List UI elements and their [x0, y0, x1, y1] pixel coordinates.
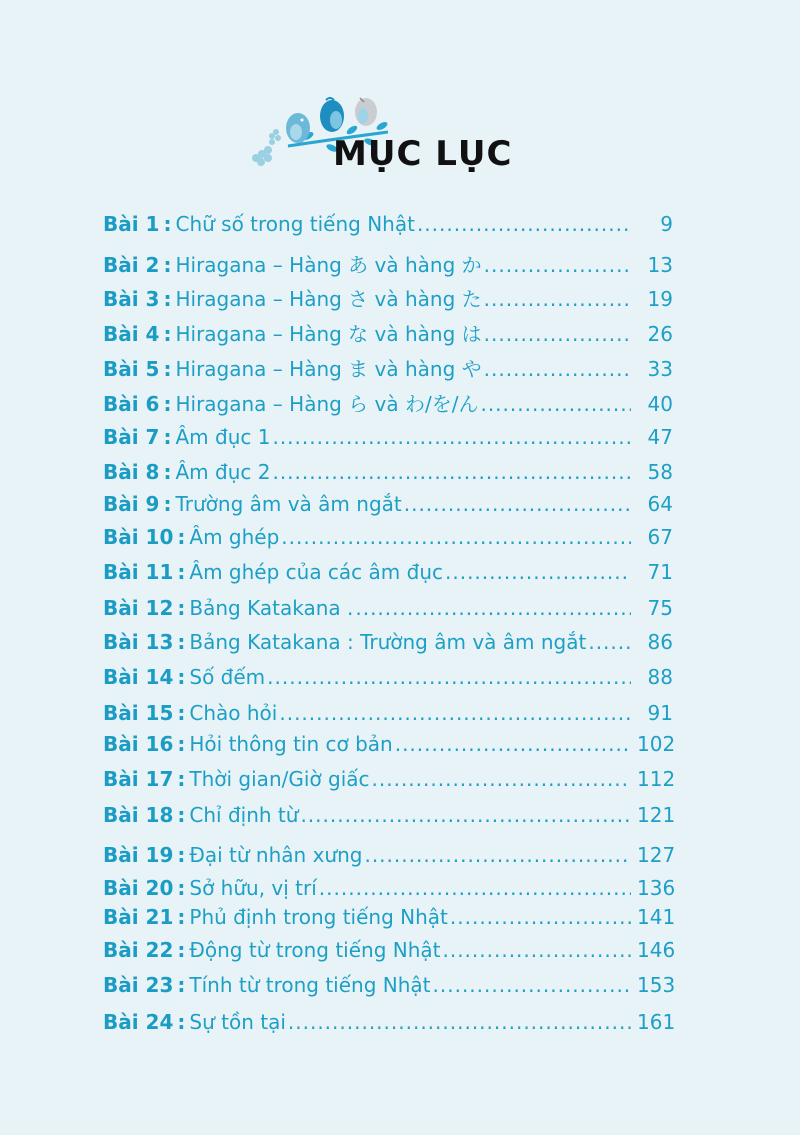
page-number: 102 — [637, 732, 676, 756]
page-number: 67 — [647, 525, 673, 549]
toc-entry[interactable] — [103, 732, 676, 762]
colon-separator: : — [177, 973, 186, 997]
colon-separator: : — [163, 357, 172, 381]
colon-separator: : — [177, 803, 186, 827]
lesson-title: Số đếm — [189, 665, 266, 689]
toc-entry[interactable] — [103, 876, 676, 906]
colon-separator: : — [177, 665, 186, 689]
lesson-title: Chữ số trong tiếng Nhật — [175, 212, 415, 236]
colon-separator: : — [163, 492, 172, 516]
page-number: 13 — [647, 253, 673, 277]
lesson-title: Trường âm và âm ngắt — [175, 492, 402, 516]
lesson-number: Bài 15 — [103, 701, 174, 725]
lesson-title: Hiragana – Hàng さ và hàng た — [175, 287, 482, 311]
dot-leader — [272, 460, 631, 484]
lesson-number: Bài 17 — [103, 767, 174, 791]
page-number: 58 — [647, 460, 673, 484]
colon-separator: : — [177, 630, 186, 654]
dot-leader — [281, 525, 631, 549]
toc-entry[interactable] — [103, 460, 673, 490]
lesson-number: Bài 24 — [103, 1010, 174, 1034]
dot-leader — [450, 905, 631, 929]
page-title: MỤC LỤC — [333, 134, 513, 174]
page-number: 91 — [647, 701, 673, 725]
lesson-title: Tính từ trong tiếng Nhật — [189, 973, 431, 997]
lesson-number: Bài 8 — [103, 460, 160, 484]
dot-leader — [484, 253, 631, 277]
page-number: 33 — [647, 357, 673, 381]
colon-separator: : — [163, 322, 172, 346]
colon-separator: : — [163, 287, 172, 311]
lesson-number: Bài 2 — [103, 253, 160, 277]
lesson-title: Phủ định trong tiếng Nhật — [189, 905, 448, 929]
toc-entry[interactable] — [103, 1010, 676, 1040]
page-number: 40 — [647, 392, 673, 416]
dot-leader — [417, 212, 631, 236]
page-number: 86 — [647, 630, 673, 654]
lesson-number: Bài 21 — [103, 905, 174, 929]
toc-entry[interactable] — [103, 353, 673, 383]
lesson-number: Bài 7 — [103, 425, 160, 449]
toc-entry[interactable] — [103, 283, 673, 313]
lesson-title: Thời gian/Giờ giấc — [189, 767, 370, 791]
lesson-number: Bài 5 — [103, 357, 160, 381]
lesson-number: Bài 13 — [103, 630, 174, 654]
lesson-title: Bảng Katakana . — [189, 596, 354, 620]
colon-separator: : — [177, 1010, 186, 1034]
lesson-number: Bài 22 — [103, 938, 174, 962]
colon-separator: : — [163, 460, 172, 484]
page-number: 141 — [637, 905, 676, 929]
lesson-number: Bài 20 — [103, 876, 174, 900]
page-number: 161 — [637, 1010, 676, 1034]
toc-entry[interactable] — [103, 560, 673, 590]
toc-entry[interactable] — [103, 938, 676, 968]
lesson-title: Đại từ nhân xưng — [189, 843, 363, 867]
page-number: 121 — [637, 803, 676, 827]
colon-separator: : — [177, 596, 186, 620]
lesson-title: Sự tồn tại — [189, 1010, 286, 1034]
lesson-title: Hỏi thông tin cơ bản — [189, 732, 393, 756]
lesson-title: Hiragana – Hàng ま và hàng や — [175, 357, 482, 381]
page-number: 153 — [637, 973, 676, 997]
toc-entry[interactable] — [103, 803, 676, 833]
colon-separator: : — [177, 560, 186, 584]
dot-leader — [484, 287, 631, 311]
toc-entry[interactable] — [103, 843, 676, 873]
toc-entry[interactable] — [103, 425, 673, 455]
page-number: 71 — [647, 560, 673, 584]
dot-leader — [484, 322, 631, 346]
toc-entry[interactable] — [103, 492, 673, 522]
dot-leader — [404, 492, 631, 516]
lesson-number: Bài 1 — [103, 212, 160, 236]
lesson-title: Âm đục 2 — [175, 460, 271, 484]
page-number: 136 — [637, 876, 676, 900]
lesson-title: Sở hữu, vị trí — [189, 876, 317, 900]
page-number: 47 — [647, 425, 673, 449]
page-number: 26 — [647, 322, 673, 346]
toc-entry[interactable] — [103, 249, 673, 279]
dot-leader — [433, 973, 631, 997]
page-number: 75 — [647, 596, 673, 620]
dot-leader — [442, 938, 631, 962]
dot-leader — [588, 630, 631, 654]
dot-leader — [484, 357, 631, 381]
colon-separator: : — [163, 253, 172, 277]
toc-entry[interactable] — [103, 767, 676, 797]
dot-leader — [319, 876, 631, 900]
colon-separator: : — [177, 525, 186, 549]
lesson-title: Hiragana – Hàng な và hàng は — [175, 322, 482, 346]
lesson-number: Bài 23 — [103, 973, 174, 997]
lesson-number: Bài 6 — [103, 392, 160, 416]
lesson-title: Âm ghép — [189, 525, 280, 549]
lesson-title: Âm ghép của các âm đục — [189, 560, 443, 584]
page-number: 112 — [637, 767, 676, 791]
colon-separator: : — [163, 425, 172, 449]
page-number: 64 — [647, 492, 673, 516]
toc-entry[interactable] — [103, 665, 673, 695]
dot-leader — [395, 732, 631, 756]
dot-leader — [288, 1010, 631, 1034]
colon-separator: : — [177, 938, 186, 962]
lesson-number: Bài 19 — [103, 843, 174, 867]
colon-separator: : — [177, 732, 186, 756]
lesson-title: Hiragana – Hàng あ và hàng か — [175, 253, 482, 277]
lesson-number: Bài 14 — [103, 665, 174, 689]
dot-leader — [267, 665, 631, 689]
colon-separator: : — [177, 876, 186, 900]
colon-separator: : — [163, 212, 172, 236]
lesson-title: Âm đục 1 — [175, 425, 271, 449]
lesson-title: Chào hỏi — [189, 701, 278, 725]
lesson-title: Chỉ định từ — [189, 803, 299, 827]
dot-leader — [355, 596, 631, 620]
toc-entry[interactable] — [103, 388, 673, 418]
lesson-number: Bài 10 — [103, 525, 174, 549]
dot-leader — [279, 701, 631, 725]
toc-entry[interactable] — [103, 905, 676, 935]
toc-entry[interactable] — [103, 701, 673, 731]
colon-separator: : — [177, 701, 186, 725]
lesson-number: Bài 4 — [103, 322, 160, 346]
lesson-title: Động từ trong tiếng Nhật — [189, 938, 441, 962]
lesson-number: Bài 12 — [103, 596, 174, 620]
dot-leader — [445, 560, 631, 584]
lesson-number: Bài 16 — [103, 732, 174, 756]
colon-separator: : — [177, 905, 186, 929]
toc-entry[interactable] — [103, 212, 673, 242]
page-number: 127 — [637, 843, 676, 867]
toc-entry[interactable] — [103, 630, 673, 660]
lesson-number: Bài 3 — [103, 287, 160, 311]
colon-separator: : — [163, 392, 172, 416]
page-number: 146 — [637, 938, 676, 962]
page-number: 19 — [647, 287, 673, 311]
lesson-number: Bài 11 — [103, 560, 174, 584]
dot-leader — [480, 392, 631, 416]
dot-leader — [364, 843, 631, 867]
lesson-title: Hiragana – Hàng ら và わ/を/ん — [175, 392, 479, 416]
lesson-number: Bài 9 — [103, 492, 160, 516]
lesson-title: Bảng Katakana : Trường âm và âm ngắt — [189, 630, 587, 654]
colon-separator: : — [177, 843, 186, 867]
dot-leader — [300, 803, 631, 827]
page-number: 9 — [660, 212, 673, 236]
lesson-number: Bài 18 — [103, 803, 174, 827]
toc-entry[interactable] — [103, 525, 673, 555]
toc-entry[interactable] — [103, 596, 673, 626]
page-number: 88 — [647, 665, 673, 689]
toc-entry[interactable] — [103, 973, 676, 1003]
dot-leader — [372, 767, 631, 791]
dot-leader — [272, 425, 631, 449]
toc-entry[interactable] — [103, 318, 673, 348]
colon-separator: : — [177, 767, 186, 791]
